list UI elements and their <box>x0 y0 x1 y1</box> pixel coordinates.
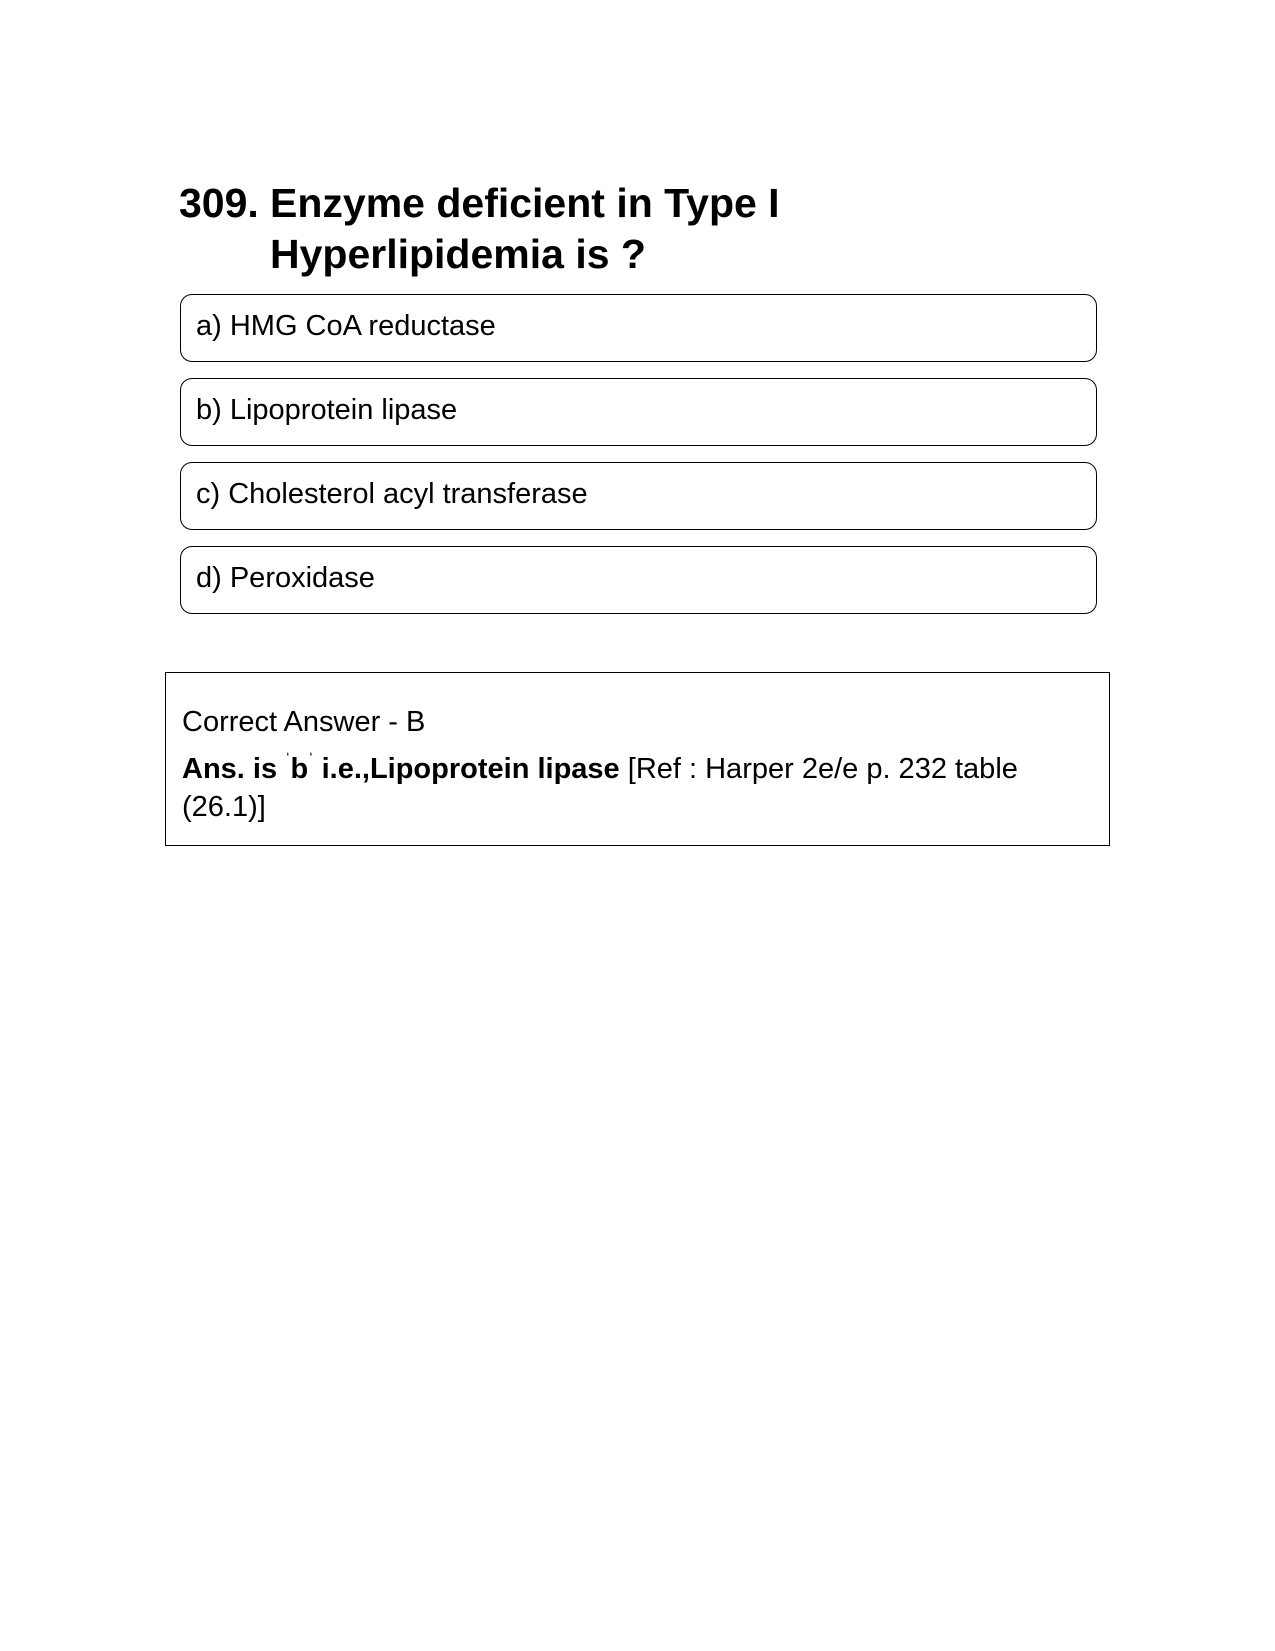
option-d-label: d) Peroxidase <box>196 561 375 594</box>
question-number: 309. <box>179 180 259 226</box>
answer-options <box>180 294 1097 630</box>
answer-box <box>165 672 1110 846</box>
option-b[interactable] <box>180 378 1097 446</box>
question-heading <box>179 178 939 280</box>
explanation-prefix: Ans. is <box>182 753 286 785</box>
explanation-letter: b <box>290 753 309 785</box>
question-text-line-2: Hyperlipidemia is ? <box>270 231 646 277</box>
option-d[interactable] <box>180 546 1097 614</box>
correct-answer: Correct Answer - B <box>182 706 426 738</box>
option-b-label: b) Lipoprotein lipase <box>196 393 458 426</box>
question-text-line-1: Enzyme deficient in Type I <box>270 180 780 226</box>
option-a[interactable] <box>180 294 1097 362</box>
question-text <box>270 178 939 280</box>
explanation-reference: [Ref : Harper 2e/e p. 232 table (26.1)] <box>182 753 1018 823</box>
option-a-label: a) HMG CoA reductase <box>196 309 496 342</box>
option-c-label: c) Cholesterol acyl transferase <box>196 477 588 510</box>
explanation-answer: i.e.,Lipoprotein lipase <box>313 753 620 785</box>
answer-explanation: Ans. is $^ˈb^ˈ$ i.e.,Lipoprotein lipase [Ref : Harper 2e/e p. 232 table (26.1)] <box>182 751 1018 823</box>
option-c[interactable] <box>180 462 1097 530</box>
